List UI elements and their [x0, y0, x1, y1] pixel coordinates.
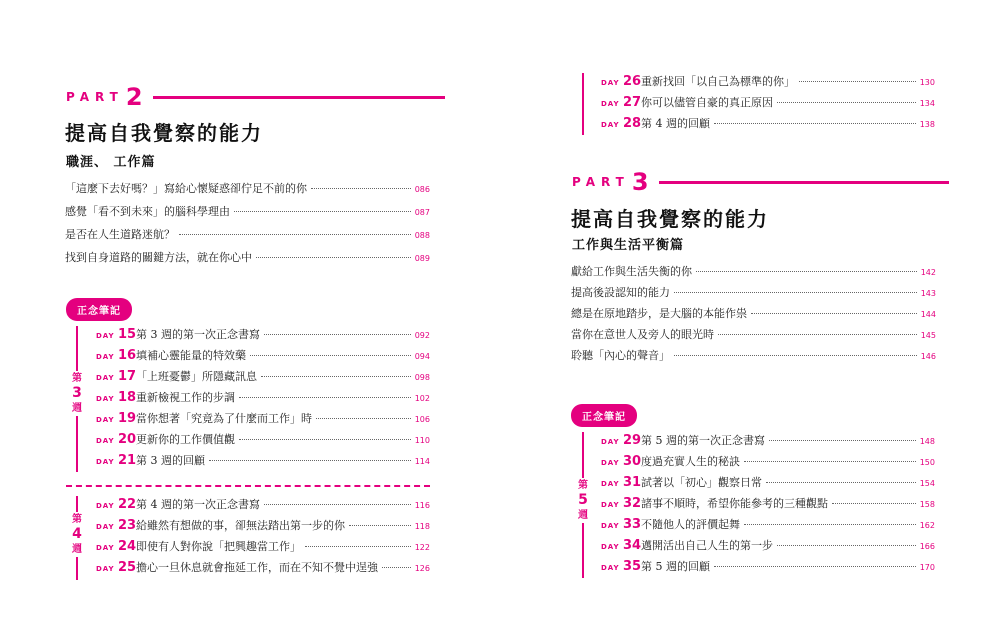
week-5-days: [601, 432, 935, 579]
mindfulness-notes-badge: 正念筆記: [571, 404, 637, 427]
part-2-header: [66, 83, 445, 111]
week-4-label: 第 4 週: [68, 512, 86, 557]
entry-page: 146: [920, 352, 936, 361]
entry-title: 聆聽「內心的聲音」: [571, 349, 670, 362]
week-4-days-cont: [601, 73, 935, 136]
entry-page: 087: [414, 208, 430, 217]
entry-title: 總是在原地踏步，是大腦的本能作祟: [571, 307, 747, 320]
entry-title: 「這麼下去好嗎？」寫給心懷疑惑卻佇足不前的你: [65, 182, 307, 195]
day-entry[interactable]: DAY 19 當你想著「究竟為了什麼而工作」時 106: [96, 411, 430, 426]
entry-title: 找到自身道路的關鍵方法，就在你心中: [65, 251, 252, 264]
week-4-bar-cont: [582, 73, 584, 135]
part-2-entries: [65, 180, 430, 272]
toc-entry[interactable]: [65, 180, 430, 203]
part-number: 3: [631, 168, 649, 196]
part-title: 提高自我覺察的能力: [65, 121, 263, 145]
entry-title: 感覺「看不到未來」的腦科學理由: [65, 205, 230, 218]
day-entry[interactable]: DAY 26 重新找回「以自己為標準的你」 130: [601, 74, 935, 89]
part-label: PART: [66, 90, 124, 104]
part-label: PART: [572, 175, 630, 189]
entry-page: 142: [920, 268, 936, 277]
entry-page: 143: [920, 289, 936, 298]
day-entry[interactable]: DAY 34 邁開活出自己人生的第一步 166: [601, 538, 935, 553]
day-entry[interactable]: DAY 21 第 3 週的回顧 114: [96, 453, 430, 468]
week-3-label: 第 3 週: [68, 371, 86, 416]
week-4-days: [96, 496, 430, 580]
week-5-label: 第 5 週: [574, 478, 592, 523]
part-3-entries: [571, 263, 936, 368]
day-entry[interactable]: DAY 20 更新你的工作價值觀 110: [96, 432, 430, 447]
day-entry[interactable]: DAY 18 重新檢視工作的步調 102: [96, 390, 430, 405]
part-3-header: [572, 168, 949, 196]
week-3-days: [96, 326, 430, 473]
entry-page: 088: [414, 231, 430, 240]
toc-entry[interactable]: [65, 203, 430, 226]
toc-entry[interactable]: [571, 305, 936, 326]
day-entry[interactable]: DAY 17 「上班憂鬱」所隱藏訊息 098: [96, 369, 430, 384]
entry-page: 086: [414, 185, 430, 194]
day-entry[interactable]: DAY 27 你可以儘管自豪的真正原因 134: [601, 95, 935, 110]
part-subtitle: 職涯、 工作篇: [66, 155, 156, 170]
toc-entry[interactable]: [571, 284, 936, 305]
entry-page: 144: [920, 310, 936, 319]
day-entry[interactable]: DAY 16 填補心靈能量的特效藥 094: [96, 348, 430, 363]
day-entry[interactable]: DAY 24 即使有人對你說「把興趣當工作」 122: [96, 539, 430, 554]
day-entry[interactable]: DAY 25 擔心一旦休息就會拖延工作，而在不知不覺中逞強 126: [96, 560, 430, 575]
day-entry[interactable]: DAY 30 度過充實人生的秘訣 150: [601, 454, 935, 469]
toc-entry[interactable]: [65, 226, 430, 249]
day-entry[interactable]: DAY 22 第 4 週的第一次正念書寫 116: [96, 497, 430, 512]
entry-page: 089: [414, 254, 430, 263]
part-title: 提高自我覺察的能力: [571, 207, 769, 231]
toc-entry[interactable]: [571, 326, 936, 347]
part-divider: [153, 96, 445, 99]
day-entry[interactable]: DAY 33 不隨他人的評價起舞 162: [601, 517, 935, 532]
day-entry[interactable]: DAY 29 第 5 週的第一次正念書寫 148: [601, 433, 935, 448]
entry-title: 提高後設認知的能力: [571, 286, 670, 299]
toc-entry[interactable]: [571, 263, 936, 284]
mindfulness-notes-badge: 正念筆記: [66, 298, 132, 321]
entry-title: 當你在意世人及旁人的眼光時: [571, 328, 714, 341]
day-entry[interactable]: DAY 28 第 4 週的回顧 138: [601, 116, 935, 131]
part-subtitle: 工作與生活平衡篇: [572, 238, 685, 253]
day-entry[interactable]: DAY 35 第 5 週的回顧 170: [601, 559, 935, 574]
entry-page: 145: [920, 331, 936, 340]
day-entry[interactable]: DAY 31 試著以「初心」觀察日常 154: [601, 475, 935, 490]
part-number: 2: [125, 83, 143, 111]
entry-title: 是否在人生道路迷航？: [65, 228, 175, 241]
part-divider: [659, 181, 949, 184]
week-separator: [66, 485, 430, 487]
toc-entry[interactable]: [571, 347, 936, 368]
day-entry[interactable]: DAY 23 給雖然有想做的事，卻無法踏出第一步的你 118: [96, 518, 430, 533]
day-entry[interactable]: DAY 32 諸事不順時，希望你能參考的三種觀點 158: [601, 496, 935, 511]
toc-entry[interactable]: [65, 249, 430, 272]
entry-title: 獻給工作與生活失衡的你: [571, 265, 692, 278]
day-entry[interactable]: DAY 15 第 3 週的第一次正念書寫 092: [96, 327, 430, 342]
